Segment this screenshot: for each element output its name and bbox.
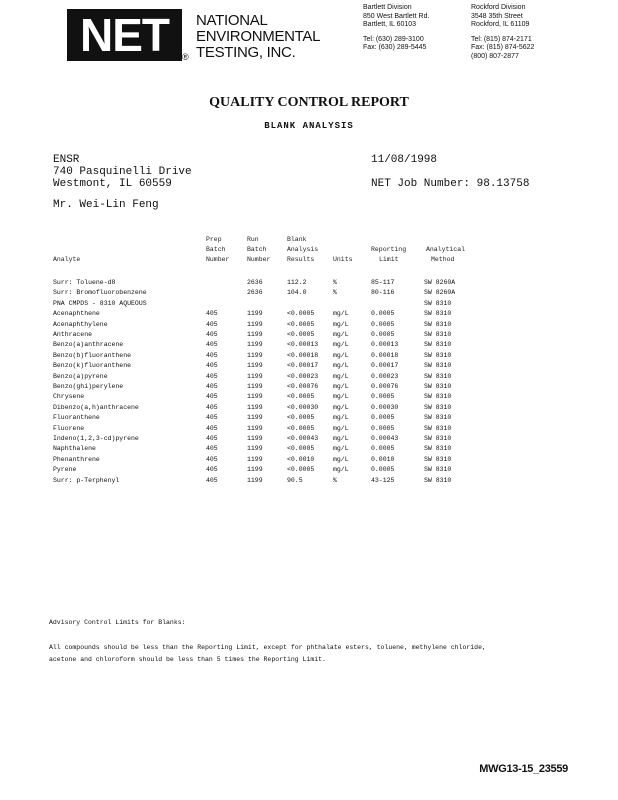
cell-reporting-limit: 0.00023: [371, 372, 399, 380]
table-row: [0, 299, 618, 308]
rockford-line: 3548 35th Street: [471, 12, 523, 20]
cell-prep-batch: 405: [206, 320, 218, 328]
net-logo: NET: [67, 9, 182, 61]
cell-method: SW 8310: [424, 424, 452, 432]
cell-analyte: Anthracene: [53, 331, 93, 338]
cell-run-batch: 1199: [247, 455, 263, 463]
cell-run-batch: 1199: [247, 414, 263, 422]
table-row: [0, 351, 618, 360]
cell-analyte: Surr: p-Terphenyl: [53, 476, 120, 484]
cell-blank-result: <0.0005: [287, 331, 315, 338]
cell-reporting-limit: 0.0010: [371, 455, 395, 463]
header-run-batch: [247, 235, 270, 265]
cell-reporting-limit: 85-117: [371, 279, 395, 286]
cell-run-batch: 1199: [247, 476, 263, 484]
bartlett-line: Fax: (630) 289-5445: [363, 44, 427, 51]
cell-units: %: [333, 289, 337, 297]
cell-units: mg/L: [333, 455, 349, 463]
cell-units: mg/L: [333, 372, 349, 380]
table-row: [0, 465, 618, 474]
cell-reporting-limit: 0.00030: [371, 403, 399, 411]
header-blank-results: [287, 235, 318, 265]
cell-reporting-limit: 0.0005: [371, 445, 395, 453]
cell-run-batch: 1199: [247, 331, 263, 338]
cell-analyte: Pyrene: [53, 466, 77, 474]
table-row: [0, 278, 618, 287]
bartlett-division-address: [363, 4, 429, 53]
header-line: Method: [431, 256, 455, 263]
cell-blank-result: <0.0005: [287, 414, 315, 422]
cell-analyte: Indeno(1,2,3-cd)pyrene: [53, 435, 139, 442]
cell-prep-batch: 405: [206, 403, 218, 411]
table-row: [0, 424, 618, 433]
table-row: [0, 444, 618, 453]
header-line: Reporting: [371, 246, 407, 253]
cell-units: mg/L: [333, 424, 349, 432]
table-row: [0, 309, 618, 318]
cell-units: mg/L: [333, 362, 349, 370]
cell-method: SW 8310: [424, 351, 452, 359]
cell-units: mg/L: [333, 341, 349, 349]
rockford-line: (800) 807-2877: [471, 52, 519, 60]
cell-blank-result: <0.0005: [287, 424, 315, 432]
cell-prep-batch: 405: [206, 310, 218, 318]
company-name-line-1: NATIONAL: [196, 12, 268, 29]
cell-method: SW 8260A: [424, 289, 456, 297]
cell-run-batch: 2636: [247, 279, 263, 286]
cell-blank-result: <0.0010: [287, 455, 315, 463]
cell-run-batch: 1199: [247, 393, 263, 401]
cell-units: mg/L: [333, 310, 349, 318]
cell-method: SW 8310: [424, 331, 452, 338]
cell-analyte: Surr: Bromofluorobenzene: [53, 289, 147, 297]
cell-analyte: Benzo(ghi)perylene: [53, 383, 124, 390]
cell-method: SW 8310: [424, 362, 452, 370]
cell-blank-result: <0.0005: [287, 393, 315, 401]
cell-units: %: [333, 279, 337, 286]
cell-analyte: Phenanthrene: [53, 455, 100, 463]
cell-units: mg/L: [333, 435, 349, 442]
cell-run-batch: 1199: [247, 383, 263, 390]
cell-prep-batch: 405: [206, 383, 218, 390]
cell-reporting-limit: 0.00018: [371, 351, 399, 359]
table-row: [0, 320, 618, 329]
cell-run-batch: 1199: [247, 320, 263, 328]
header-line: Blank: [287, 236, 307, 243]
cell-method: SW 8310: [424, 414, 452, 422]
cell-analyte: Chrysene: [53, 393, 85, 401]
cell-reporting-limit: 0.0005: [371, 320, 395, 328]
header-line: Number: [247, 256, 271, 263]
header-line: Analysis: [287, 246, 319, 253]
rockford-line: Tel: (815) 874-2171: [471, 35, 532, 43]
cell-reporting-limit: 0.0005: [371, 393, 395, 401]
header-analyte: Analyte: [53, 256, 81, 263]
table-row: [0, 434, 618, 443]
cell-blank-result: <0.00030: [287, 403, 319, 411]
header-line: Results: [287, 256, 315, 263]
header-line: Limit: [379, 256, 399, 263]
table-row: [0, 382, 618, 391]
cell-blank-result: 112.2: [287, 279, 307, 286]
cell-run-batch: 1199: [247, 424, 263, 432]
cell-prep-batch: 405: [206, 414, 218, 422]
cell-method: SW 8310: [424, 383, 452, 390]
header-line: Batch: [206, 246, 226, 253]
cell-blank-result: <0.00023: [287, 372, 319, 380]
cell-units: mg/L: [333, 403, 349, 411]
cell-reporting-limit: 0.0005: [371, 414, 395, 422]
header-analytical-method: [426, 245, 465, 265]
document-code: MWG13-15_23559: [479, 763, 568, 775]
bartlett-line: 850 West Bartlett Rd.: [363, 12, 430, 20]
cell-method: SW 8310: [424, 466, 452, 474]
cell-reporting-limit: 0.00043: [371, 435, 399, 442]
client-attention: Mr. Wei-Lin Feng: [53, 199, 159, 211]
table-row: [0, 403, 618, 412]
cell-analyte: Acenaphthylene: [53, 320, 108, 328]
cell-method: SW 8310: [424, 372, 452, 380]
cell-blank-result: <0.0005: [287, 320, 315, 328]
job-number: NET Job Number: 98.13758: [371, 178, 530, 190]
cell-method: SW 8310: [424, 403, 452, 411]
cell-analyte: Dibenzo(a,h)anthracene: [53, 403, 139, 411]
cell-units: mg/L: [333, 383, 349, 390]
company-name-line-2: ENVIRONMENTAL: [196, 28, 321, 45]
cell-units: mg/L: [333, 351, 349, 359]
cell-prep-batch: 405: [206, 341, 218, 349]
cell-blank-result: <0.00018: [287, 351, 319, 359]
cell-reporting-limit: 0.0005: [371, 466, 395, 474]
bartlett-line: Bartlett, IL 60103: [363, 21, 417, 28]
cell-prep-batch: 405: [206, 466, 218, 474]
rockford-line: Rockford Division: [471, 4, 526, 11]
cell-reporting-limit: 80-116: [371, 289, 395, 297]
cell-reporting-limit: 0.00017: [371, 362, 399, 370]
cell-analyte: Benzo(b)fluoranthene: [53, 351, 132, 359]
header-line: Run: [247, 236, 259, 243]
cell-run-batch: 1199: [247, 372, 263, 380]
cell-prep-batch: 405: [206, 435, 218, 442]
cell-blank-result: <0.0005: [287, 445, 315, 453]
cell-prep-batch: 405: [206, 351, 218, 359]
cell-units: mg/L: [333, 466, 349, 474]
table-row: [0, 476, 618, 485]
cell-method: SW 8310: [424, 455, 452, 463]
cell-reporting-limit: 0.00013: [371, 341, 399, 349]
cell-method: SW 8310: [424, 393, 452, 401]
cell-analyte: Surr: Toluene-d8: [53, 279, 116, 286]
cell-units: mg/L: [333, 414, 349, 422]
cell-method: SW 8310: [424, 320, 452, 328]
cell-prep-batch: 405: [206, 372, 218, 380]
table-row: [0, 340, 618, 349]
report-date: 11/08/1998: [371, 154, 438, 166]
client-name: ENSR: [53, 154, 80, 166]
cell-analyte: Benzo(a)pyrene: [53, 372, 108, 380]
rockford-line: Rockford, IL 61109: [471, 21, 530, 28]
report-subtitle: BLANK ANALYSIS: [264, 121, 354, 131]
table-row: [0, 330, 618, 339]
header-reporting-limit: [371, 245, 406, 265]
cell-blank-result: <0.0005: [287, 466, 315, 474]
cell-analyte: Naphthalene: [53, 445, 96, 453]
cell-reporting-limit: 0.0005: [371, 310, 395, 318]
cell-analyte: Fluorene: [53, 424, 85, 432]
bartlett-line: Tel: (630) 289-3100: [363, 35, 424, 43]
cell-prep-batch: 405: [206, 455, 218, 463]
header-line: Number: [206, 256, 230, 263]
cell-run-batch: 1199: [247, 310, 263, 318]
cell-analyte: PNA CMPDS - 8310 AQUEOUS: [53, 299, 147, 307]
cell-run-batch: 1199: [247, 466, 263, 474]
cell-method: SW 8310: [424, 310, 452, 318]
cell-method: SW 8260A: [424, 279, 456, 286]
bartlett-line: Bartlett Division: [363, 4, 412, 11]
cell-blank-result: 104.0: [287, 289, 307, 297]
cell-blank-result: <0.00076: [287, 383, 319, 390]
advisory-text-line-2: acetone and chloroform should be less than 5 times the Reporting Limit.: [49, 656, 326, 663]
cell-run-batch: 1199: [247, 362, 263, 370]
cell-units: mg/L: [333, 331, 349, 338]
header-line: Analytical: [426, 246, 466, 253]
cell-prep-batch: 405: [206, 393, 218, 401]
results-table: [0, 278, 618, 508]
cell-prep-batch: 405: [206, 331, 218, 338]
cell-prep-batch: 405: [206, 445, 218, 453]
rockford-division-address: [471, 4, 534, 61]
cell-reporting-limit: 43-125: [371, 476, 395, 484]
table-row: [0, 372, 618, 381]
cell-units: mg/L: [333, 320, 349, 328]
cell-blank-result: <0.00017: [287, 362, 319, 370]
cell-prep-batch: 405: [206, 424, 218, 432]
cell-run-batch: 1199: [247, 403, 263, 411]
table-row: [0, 361, 618, 370]
table-row: [0, 392, 618, 401]
cell-run-batch: 1199: [247, 435, 263, 442]
cell-blank-result: <0.0005: [287, 310, 315, 318]
table-row: [0, 455, 618, 464]
cell-blank-result: <0.00043: [287, 435, 319, 442]
cell-prep-batch: 405: [206, 362, 218, 370]
cell-analyte: Fluoranthene: [53, 414, 100, 422]
cell-reporting-limit: 0.00076: [371, 383, 399, 390]
advisory-text-line-1: All compounds should be less than the Reporting Limit, except for phthalate esters, toluene, methylene chloride,: [49, 644, 486, 651]
table-row: [0, 413, 618, 422]
header-line: Batch: [247, 246, 267, 253]
cell-blank-result: <0.00013: [287, 341, 319, 349]
company-name-line-3: TESTING, INC.: [196, 44, 296, 61]
client-address-2: Westmont, IL 60559: [53, 178, 172, 190]
cell-analyte: Benzo(k)fluoranthene: [53, 362, 132, 370]
cell-analyte: Benzo(a)anthracene: [53, 341, 124, 349]
cell-method: SW 8310: [424, 445, 452, 453]
cell-method: SW 8310: [424, 341, 452, 349]
advisory-heading: Advisory Control Limits for Blanks:: [49, 619, 186, 626]
cell-prep-batch: 405: [206, 476, 218, 484]
cell-method: SW 8310: [424, 476, 452, 484]
cell-method: SW 8310: [424, 435, 452, 442]
cell-run-batch: 2636: [247, 289, 263, 297]
rockford-line: Fax: (815) 874-5622: [471, 44, 535, 51]
header-prep-batch: [206, 235, 229, 265]
cell-run-batch: 1199: [247, 351, 263, 359]
cell-blank-result: 90.5: [287, 476, 303, 484]
header-line: Prep: [206, 236, 222, 243]
table-row: [0, 288, 618, 297]
header-units: Units: [333, 256, 353, 263]
cell-reporting-limit: 0.0005: [371, 424, 395, 432]
cell-units: mg/L: [333, 445, 349, 453]
cell-run-batch: 1199: [247, 445, 263, 453]
cell-method: SW 8310: [424, 299, 452, 307]
cell-units: %: [333, 476, 337, 484]
cell-analyte: Acenaphthene: [53, 310, 100, 318]
registered-mark: ®: [182, 52, 189, 62]
client-address-1: 740 Pasquinelli Drive: [53, 166, 192, 178]
cell-run-batch: 1199: [247, 341, 263, 349]
report-title: QUALITY CONTROL REPORT: [209, 95, 409, 110]
cell-reporting-limit: 0.0005: [371, 331, 395, 338]
cell-units: mg/L: [333, 393, 349, 401]
